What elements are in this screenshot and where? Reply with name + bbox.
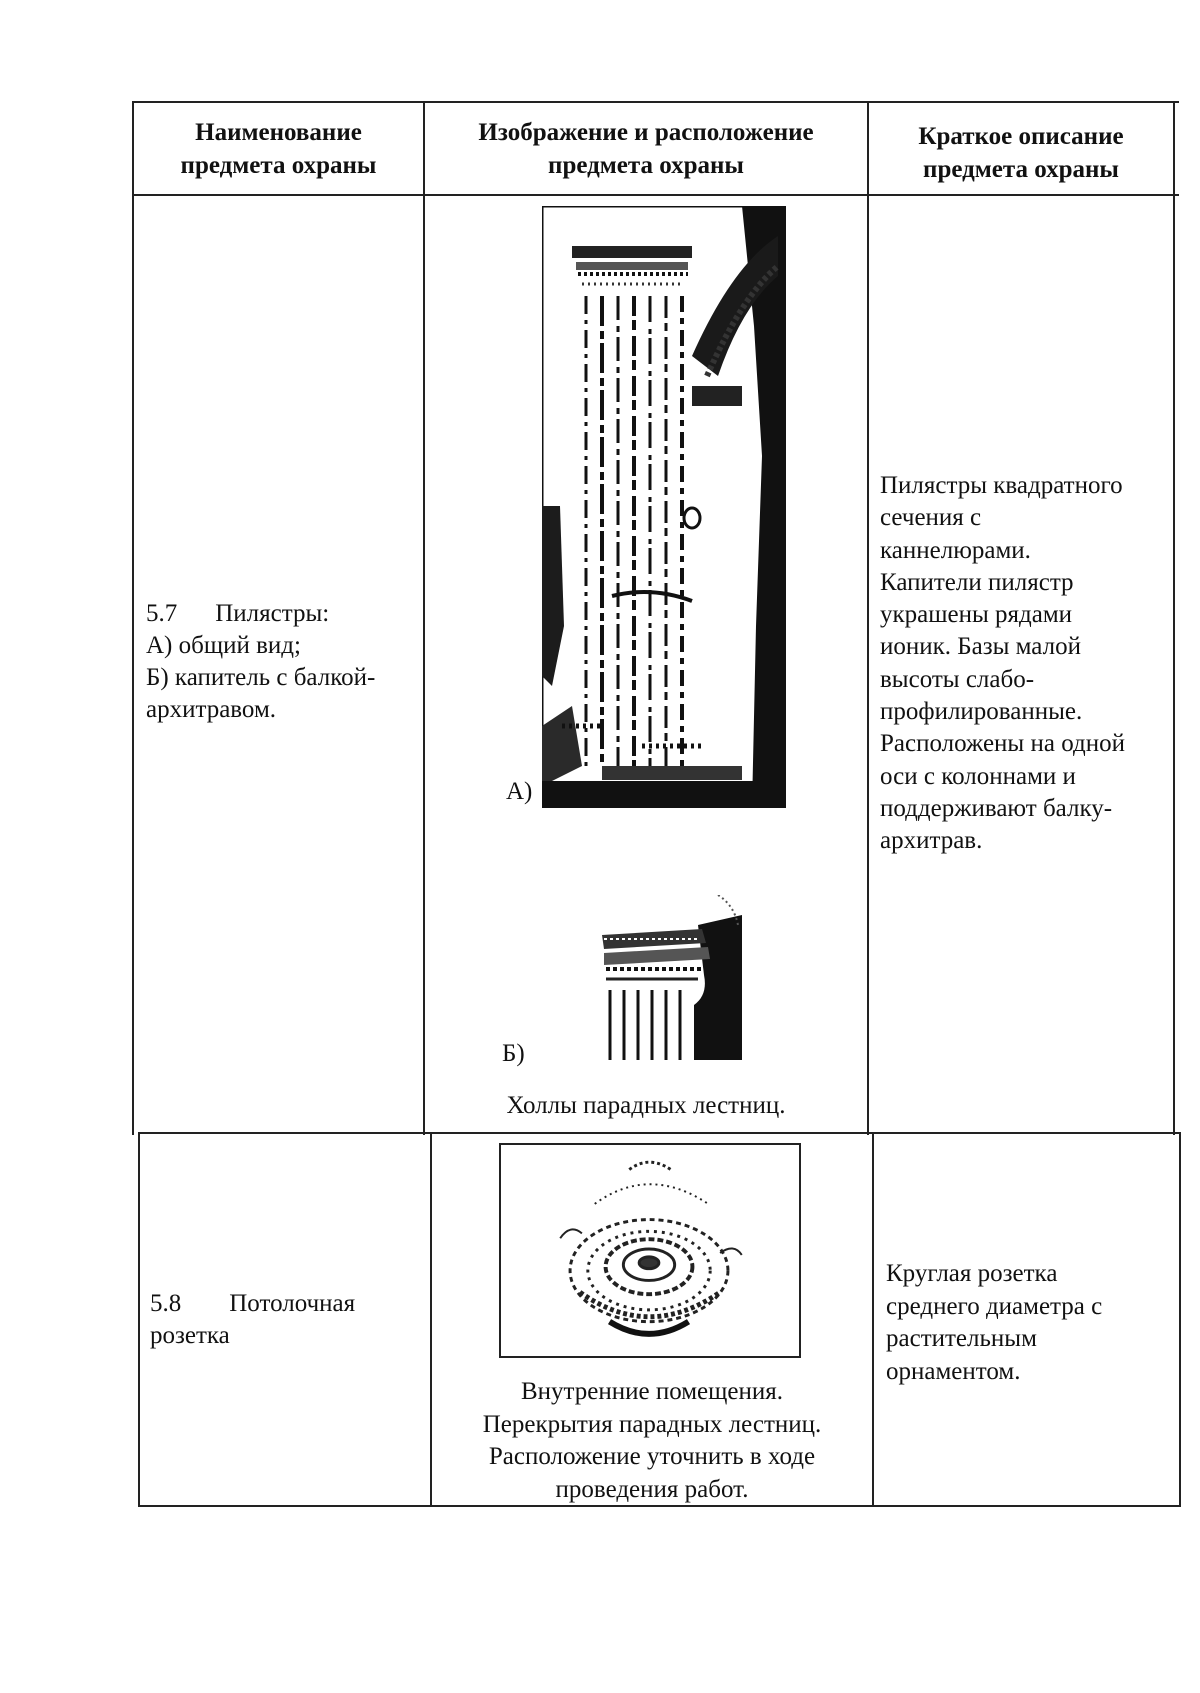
image-a-label: А) (506, 778, 533, 805)
row-5-7-title: Пилястры: (215, 600, 330, 627)
row-5-7-subitems: А) общий вид; Б) капитель с балкой- архитравом. (146, 632, 376, 723)
row-5-8-number: 5.8 (150, 1290, 182, 1317)
image-b-label: Б) (502, 1040, 525, 1067)
header-name: Наименование предмета охраны (180, 119, 377, 179)
table-row-divider (138, 1132, 1181, 1134)
row-5-7-name (146, 598, 416, 726)
table-col-divider-1 (423, 101, 425, 1135)
row-5-8-title: Потолочная (229, 1290, 356, 1317)
row-5-8-subitems: розетка (150, 1322, 230, 1349)
table-border-left (132, 101, 134, 1135)
row-5-8-location: Внутренние помещения. Перекрытия парадных лестниц. Расположение уточнить в ходе проведения работ. (482, 1378, 822, 1503)
table-border-right (1173, 101, 1175, 1135)
row-5-7-title-line (146, 598, 416, 630)
pilasters-general-view-photo (542, 206, 786, 808)
row-5-8-name (150, 1288, 420, 1352)
header-image-location: Изображение и расположение предмета охраны (478, 119, 814, 179)
table-border-left-row2 (138, 1132, 140, 1507)
table-border-top (132, 101, 1179, 103)
row-5-8-description: Круглая розетка среднего диаметра с растительным орнаментом. (886, 1260, 1103, 1385)
row-5-7-description: Пилястры квадратного сечения с каннелюрами. Капители пилястр украшены рядами ионик. Базы малой высоты слабо- профилированные. Расположены на одной оси с колоннами и поддерживают балку- архитрав. (880, 472, 1125, 855)
row-5-7-number: 5.7 (146, 600, 178, 627)
table-border-right-row2 (1179, 1132, 1181, 1507)
row-5-8-title-line (150, 1288, 420, 1320)
table-header-divider (132, 194, 1179, 196)
table-col-divider-2-row2 (872, 1132, 874, 1507)
table-col-divider-2 (867, 101, 869, 1135)
row-5-7-location: Холлы парадных лестниц. (506, 1092, 786, 1119)
header-description: Краткое описание предмета охраны (918, 123, 1124, 183)
ceiling-rosette-photo (499, 1143, 801, 1358)
capital-with-architrave-photo (598, 895, 742, 1060)
